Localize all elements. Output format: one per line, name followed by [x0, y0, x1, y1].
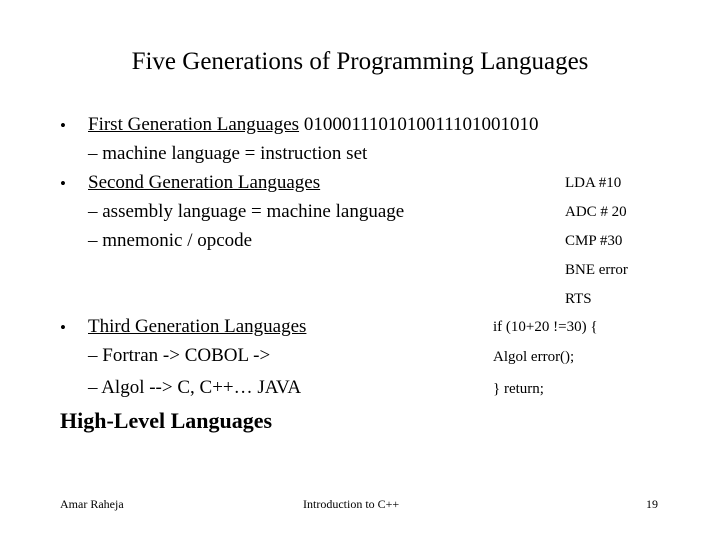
asm-line: LDA #10: [565, 175, 622, 191]
gen1-sub: – machine language = instruction set: [88, 143, 368, 164]
high-level-heading: High-Level Languages: [60, 408, 273, 433]
gen2-label: Second Generation Languages: [88, 172, 321, 193]
footer-course: Introduction to C++: [303, 497, 400, 511]
footer-author: Amar Raheja: [60, 497, 124, 511]
bullet-icon: •: [60, 318, 66, 337]
code-line: } return;: [493, 381, 544, 397]
asm-line: BNE error: [565, 262, 628, 278]
gen1-line: [88, 114, 539, 136]
bullet-icon: •: [60, 174, 66, 193]
gen1-binary: 0100011101010011101001010: [299, 114, 539, 135]
slide-title: Five Generations of Programming Languages: [131, 48, 589, 75]
page-number: 19: [646, 497, 658, 511]
gen3-label: Third Generation Languages: [88, 316, 307, 337]
bullet-icon: •: [60, 116, 66, 135]
asm-line: ADC # 20: [565, 204, 627, 220]
gen3-sub2: – Algol --> C, C++… JAVA: [88, 377, 302, 398]
asm-line: CMP #30: [565, 233, 623, 249]
gen2-sub2: – mnemonic / opcode: [88, 230, 253, 251]
asm-line: RTS: [565, 291, 592, 307]
gen1-label: First Generation Languages: [88, 114, 300, 135]
code-line: Algol error();: [493, 349, 575, 365]
code-line: if (10+20 !=30) {: [493, 319, 598, 335]
gen3-sub1: – Fortran -> COBOL ->: [88, 345, 271, 366]
gen2-sub1: – assembly language = machine language: [88, 201, 405, 222]
